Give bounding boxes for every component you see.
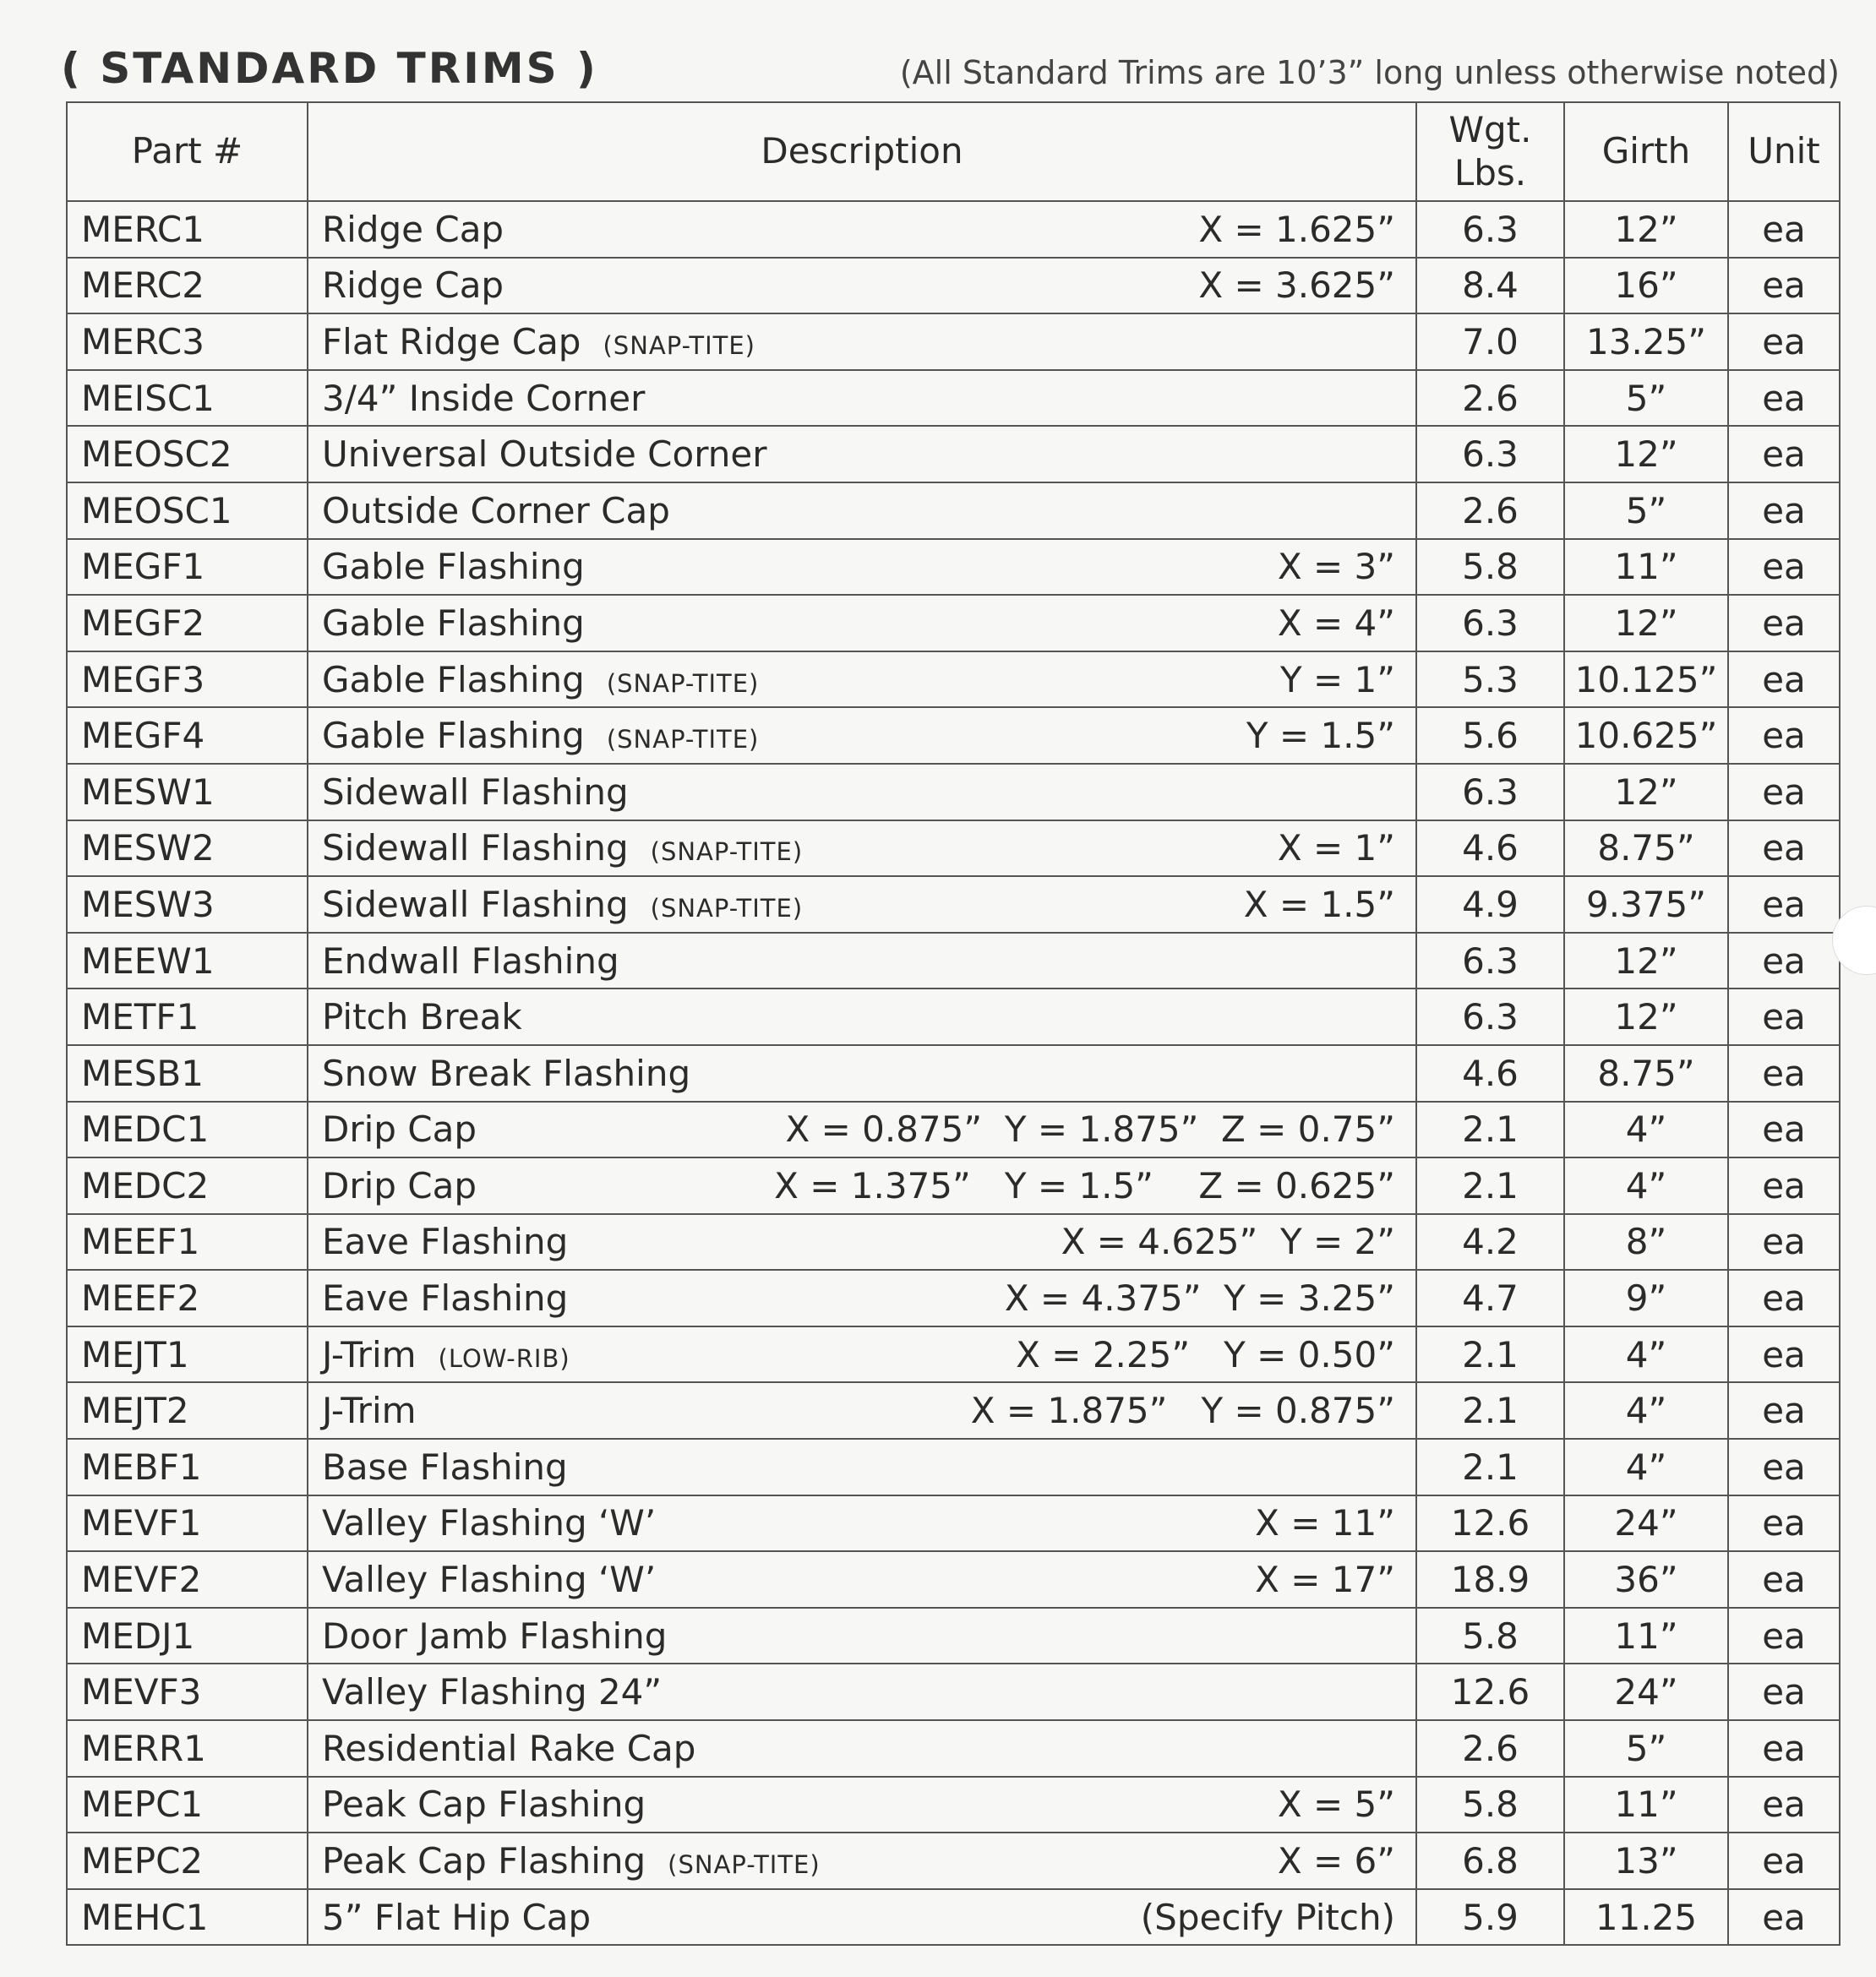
girth-cell: 4” [1564,1439,1728,1495]
girth-cell: 8” [1564,1214,1728,1271]
dimensions-text: X = 17” [1255,1559,1395,1601]
unit-cell: ea [1728,1777,1840,1833]
table-row [67,426,1840,482]
part-number-cell: MESW2 [67,820,308,877]
part-number-cell: MEEF2 [67,1270,308,1326]
description-text: Outside Corner Cap [322,489,670,531]
description-cell [308,1270,1416,1326]
weight-cell: 4.2 [1416,1214,1564,1271]
description-cell [308,1777,1416,1833]
weight-cell: 5.8 [1416,539,1564,596]
girth-cell: 10.125” [1564,651,1728,708]
table-row [67,1382,1840,1439]
unit-cell: ea [1728,539,1840,596]
unit-cell: ea [1728,1157,1840,1214]
weight-header-line1: Wgt. [1448,109,1532,151]
dimensions-text: X = 1” [1277,827,1395,869]
table-row [67,1495,1840,1552]
unit-cell: ea [1728,1439,1840,1495]
girth-cell: 9” [1564,1270,1728,1326]
girth-cell: 24” [1564,1495,1728,1552]
section-title: ( STANDARD TRIMS ) [61,44,598,93]
unit-cell: ea [1728,1889,1840,1946]
description-cell [308,1833,1416,1889]
description-left [322,1390,417,1431]
description-cell [308,707,1416,764]
description-note: (SNAP-TITE) [603,330,755,360]
description-left [322,996,522,1038]
description-text: J-Trim [322,1333,417,1375]
description-left [322,1615,667,1657]
part-number-cell: MESW1 [67,764,308,820]
dimensions-text: X = 4” [1277,602,1395,644]
unit-cell: ea [1728,1664,1840,1720]
unit-cell: ea [1728,988,1840,1045]
description-text: Eave Flashing [322,1277,569,1320]
column-header-part: Part # [67,102,308,201]
description-left [322,1334,570,1375]
description-left [322,321,755,362]
description-text: Snow Break Flashing [322,1052,691,1094]
description-left [322,1165,477,1206]
description-left [322,940,619,982]
weight-cell: 18.9 [1416,1551,1564,1608]
table-row [67,1833,1840,1889]
girth-cell: 12” [1564,764,1728,820]
description-note: (SNAP-TITE) [650,893,804,923]
part-number-cell: MERC3 [67,313,308,370]
part-number-cell: MEPC1 [67,1777,308,1833]
part-number-cell: MEDC2 [67,1157,308,1214]
description-left [322,378,645,419]
weight-cell: 5.8 [1416,1608,1564,1664]
unit-cell: ea [1728,1102,1840,1158]
description-cell [308,651,1416,708]
description-cell [308,1608,1416,1664]
description-left [322,1108,477,1150]
description-left [322,715,759,756]
description-left [322,827,803,869]
weight-cell: 5.3 [1416,651,1564,708]
part-number-cell: MEEF1 [67,1214,308,1271]
weight-cell: 6.3 [1416,426,1564,482]
weight-cell: 4.6 [1416,820,1564,877]
table-row [67,370,1840,427]
description-note: (SNAP-TITE) [606,668,760,698]
description-left [322,209,504,250]
column-header-girth: Girth [1564,102,1728,201]
description-cell [308,258,1416,314]
weight-cell: 6.3 [1416,595,1564,651]
girth-cell: 11” [1564,1777,1728,1833]
part-number-cell: MESW3 [67,876,308,933]
weight-cell: 6.3 [1416,933,1564,989]
weight-cell: 2.1 [1416,1157,1564,1214]
description-text: Sidewall Flashing [322,827,629,869]
part-number-cell: MEGF3 [67,651,308,708]
girth-cell: 4” [1564,1382,1728,1439]
dimensions-text: (Specify Pitch) [1140,1896,1395,1938]
description-cell [308,1495,1416,1552]
table-row [67,1326,1840,1383]
unit-cell: ea [1728,1608,1840,1664]
girth-cell: 5” [1564,370,1728,427]
dimensions-text: X = 11” [1255,1502,1395,1544]
description-left [322,1277,568,1319]
description-text: Sidewall Flashing [322,771,629,813]
description-text: Drip Cap [322,1164,477,1206]
girth-cell: 11” [1564,1608,1728,1664]
description-left [322,1502,656,1544]
description-text: Valley Flashing 24” [322,1671,663,1713]
description-left [322,1446,568,1488]
unit-cell: ea [1728,1214,1840,1271]
girth-cell: 36” [1564,1551,1728,1608]
description-cell [308,482,1416,539]
table-row [67,1720,1840,1777]
description-left [322,1897,591,1938]
weight-cell: 2.6 [1416,370,1564,427]
weight-cell: 4.6 [1416,1045,1564,1102]
table-row [67,1551,1840,1608]
length-note: (All Standard Trims are 10’3” long unless otherwise noted) [899,54,1840,91]
page-header [61,44,1840,101]
description-cell [308,1214,1416,1271]
part-number-cell: MEDJ1 [67,1608,308,1664]
description-cell [308,876,1416,933]
part-number-cell: MEPC2 [67,1833,308,1889]
part-number-cell: MEJT1 [67,1326,308,1383]
weight-cell: 2.6 [1416,1720,1564,1777]
table-row [67,1214,1840,1271]
dimensions-text: X = 1.625” [1198,208,1395,250]
description-text: Universal Outside Corner [322,433,767,476]
table-row [67,539,1840,596]
description-left [322,433,766,475]
description-text: Flat Ridge Cap [322,320,581,362]
weight-cell: 6.8 [1416,1833,1564,1889]
girth-cell: 12” [1564,933,1728,989]
unit-cell: ea [1728,1720,1840,1777]
description-note: (LOW-RIB) [438,1343,570,1373]
table-row [67,201,1840,258]
girth-cell: 8.75” [1564,1045,1728,1102]
dimensions-text: X = 4.625” Y = 2” [1061,1221,1395,1263]
part-number-cell: MEBF1 [67,1439,308,1495]
weight-cell: 6.3 [1416,764,1564,820]
description-text: 5” Flat Hip Cap [322,1896,592,1938]
table-row [67,1664,1840,1720]
table-row [67,258,1840,314]
girth-cell: 16” [1564,258,1728,314]
part-number-cell: MEVF2 [67,1551,308,1608]
unit-cell: ea [1728,1382,1840,1439]
description-cell [308,1157,1416,1214]
part-number-cell: MEOSC2 [67,426,308,482]
girth-cell: 11.25 [1564,1889,1728,1946]
description-cell [308,370,1416,427]
girth-cell: 24” [1564,1664,1728,1720]
description-cell [308,1551,1416,1608]
description-cell [308,1102,1416,1158]
unit-cell: ea [1728,595,1840,651]
description-text: Gable Flashing [322,546,585,588]
description-text: 3/4” Inside Corner [322,377,646,419]
girth-cell: 4” [1564,1157,1728,1214]
table-row [67,707,1840,764]
girth-cell: 11” [1564,539,1728,596]
description-cell [308,539,1416,596]
description-text: Eave Flashing [322,1221,569,1263]
unit-cell: ea [1728,201,1840,258]
table-row [67,988,1840,1045]
description-cell [308,1664,1416,1720]
girth-cell: 5” [1564,1720,1728,1777]
part-number-cell: MERC2 [67,258,308,314]
description-text: Peak Cap Flashing [322,1784,646,1826]
table-row [67,651,1840,708]
description-cell [308,1889,1416,1946]
part-number-cell: MEOSC1 [67,482,308,539]
description-text: Ridge Cap [322,208,504,250]
table-row [67,1102,1840,1158]
table-row [67,933,1840,989]
weight-cell: 6.3 [1416,988,1564,1045]
unit-cell: ea [1728,426,1840,482]
part-number-cell: METF1 [67,988,308,1045]
unit-cell: ea [1728,1551,1840,1608]
part-number-cell: MEVF3 [67,1664,308,1720]
description-text: Residential Rake Cap [322,1727,696,1769]
table-row [67,482,1840,539]
girth-cell: 8.75” [1564,820,1728,877]
description-left [322,1221,568,1262]
column-header-weight [1416,102,1564,201]
table-row [67,1045,1840,1102]
weight-header-line2: Lbs. [1453,151,1527,193]
unit-cell: ea [1728,258,1840,314]
weight-cell: 5.9 [1416,1889,1564,1946]
part-number-cell: MEGF4 [67,707,308,764]
unit-cell: ea [1728,933,1840,989]
unit-cell: ea [1728,876,1840,933]
description-left [322,1840,821,1882]
part-number-cell: MEGF1 [67,539,308,596]
description-text: Sidewall Flashing [322,883,629,925]
description-left [322,546,585,587]
standard-trims-table [66,101,1841,1946]
part-number-cell: MEISC1 [67,370,308,427]
weight-cell: 2.6 [1416,482,1564,539]
girth-cell: 4” [1564,1102,1728,1158]
table-row [67,1889,1840,1946]
weight-cell: 7.0 [1416,313,1564,370]
description-text: Peak Cap Flashing [322,1840,646,1882]
table-row [67,764,1840,820]
weight-cell: 5.8 [1416,1777,1564,1833]
description-text: Door Jamb Flashing [322,1615,668,1657]
description-cell [308,1382,1416,1439]
description-text: Base Flashing [322,1446,568,1488]
description-left [322,1728,695,1769]
description-cell [308,1720,1416,1777]
description-text: Gable Flashing [322,602,585,644]
unit-cell: ea [1728,1833,1840,1889]
weight-cell: 6.3 [1416,201,1564,258]
description-cell [308,313,1416,370]
description-left [322,602,585,644]
column-header-unit: Unit [1728,102,1840,201]
part-number-cell: MEEW1 [67,933,308,989]
description-left [322,1559,656,1600]
dimensions-text: Y = 1.5” [1246,715,1395,757]
description-cell [308,988,1416,1045]
girth-cell: 9.375” [1564,876,1728,933]
unit-cell: ea [1728,707,1840,764]
unit-cell: ea [1728,1045,1840,1102]
description-cell [308,595,1416,651]
description-note: (SNAP-TITE) [668,1850,821,1880]
weight-cell: 4.7 [1416,1270,1564,1326]
unit-cell: ea [1728,1495,1840,1552]
dimensions-text: X = 3” [1277,546,1395,588]
unit-cell: ea [1728,370,1840,427]
girth-cell: 13.25” [1564,313,1728,370]
description-cell [308,1326,1416,1383]
description-left [322,1784,646,1825]
dimensions-text: X = 1.875” Y = 0.875” [970,1390,1395,1432]
dimensions-text: Y = 1” [1279,658,1395,700]
dimensions-text: X = 3.625” [1198,264,1395,307]
table-row [67,1157,1840,1214]
dimensions-text: X = 2.25” Y = 0.50” [1016,1333,1395,1375]
description-left [322,490,670,531]
description-left [322,264,504,306]
description-cell [308,426,1416,482]
part-number-cell: MEHC1 [67,1889,308,1946]
description-left [322,771,629,813]
dimensions-text: X = 1.5” [1243,883,1395,925]
girth-cell: 4” [1564,1326,1728,1383]
unit-cell: ea [1728,820,1840,877]
weight-cell: 2.1 [1416,1439,1564,1495]
dimensions-text: X = 0.875” Y = 1.875” Z = 0.75” [785,1108,1395,1151]
description-cell [308,1045,1416,1102]
table-row [67,820,1840,877]
description-note: (SNAP-TITE) [650,837,804,867]
description-text: Drip Cap [322,1108,477,1151]
description-text: Gable Flashing [322,715,585,757]
description-left [322,1053,690,1094]
part-number-cell: MERC1 [67,201,308,258]
table-header-row [67,102,1840,201]
table-row [67,1777,1840,1833]
table-row [67,595,1840,651]
weight-cell: 2.1 [1416,1102,1564,1158]
dimensions-text: X = 4.375” Y = 3.25” [1004,1277,1395,1320]
weight-cell: 2.1 [1416,1382,1564,1439]
part-number-cell: MEGF2 [67,595,308,651]
girth-cell: 5” [1564,482,1728,539]
weight-cell: 4.9 [1416,876,1564,933]
part-number-cell: MERR1 [67,1720,308,1777]
unit-cell: ea [1728,313,1840,370]
girth-cell: 12” [1564,595,1728,651]
description-left [322,884,803,925]
description-cell [308,1439,1416,1495]
description-cell [308,820,1416,877]
description-text: J-Trim [322,1390,417,1432]
table-row [67,313,1840,370]
girth-cell: 10.625” [1564,707,1728,764]
unit-cell: ea [1728,651,1840,708]
part-number-cell: MEDC1 [67,1102,308,1158]
description-text: Ridge Cap [322,264,504,307]
table-row [67,876,1840,933]
table-row [67,1608,1840,1664]
description-left [322,659,759,700]
weight-cell: 8.4 [1416,258,1564,314]
dimensions-text: X = 1.375” Y = 1.5” Z = 0.625” [774,1164,1395,1206]
part-number-cell: MEJT2 [67,1382,308,1439]
weight-cell: 5.6 [1416,707,1564,764]
description-text: Valley Flashing ‘W’ [322,1559,657,1601]
description-cell [308,201,1416,258]
table-row [67,1439,1840,1495]
unit-cell: ea [1728,482,1840,539]
part-number-cell: MEVF1 [67,1495,308,1552]
table-row [67,1270,1840,1326]
weight-cell: 12.6 [1416,1664,1564,1720]
dimensions-text: X = 6” [1277,1840,1395,1882]
description-text: Endwall Flashing [322,939,619,982]
weight-cell: 12.6 [1416,1495,1564,1552]
description-cell [308,933,1416,989]
description-text: Pitch Break [322,996,522,1038]
column-header-description: Description [308,102,1416,201]
girth-cell: 12” [1564,426,1728,482]
description-cell [308,764,1416,820]
description-left [322,1671,662,1713]
girth-cell: 13” [1564,1833,1728,1889]
unit-cell: ea [1728,764,1840,820]
description-text: Gable Flashing [322,658,585,700]
dimensions-text: X = 5” [1277,1784,1395,1826]
part-number-cell: MESB1 [67,1045,308,1102]
unit-cell: ea [1728,1326,1840,1383]
weight-cell: 2.1 [1416,1326,1564,1383]
description-note: (SNAP-TITE) [606,725,760,754]
girth-cell: 12” [1564,201,1728,258]
unit-cell: ea [1728,1270,1840,1326]
girth-cell: 12” [1564,988,1728,1045]
description-text: Valley Flashing ‘W’ [322,1502,657,1544]
